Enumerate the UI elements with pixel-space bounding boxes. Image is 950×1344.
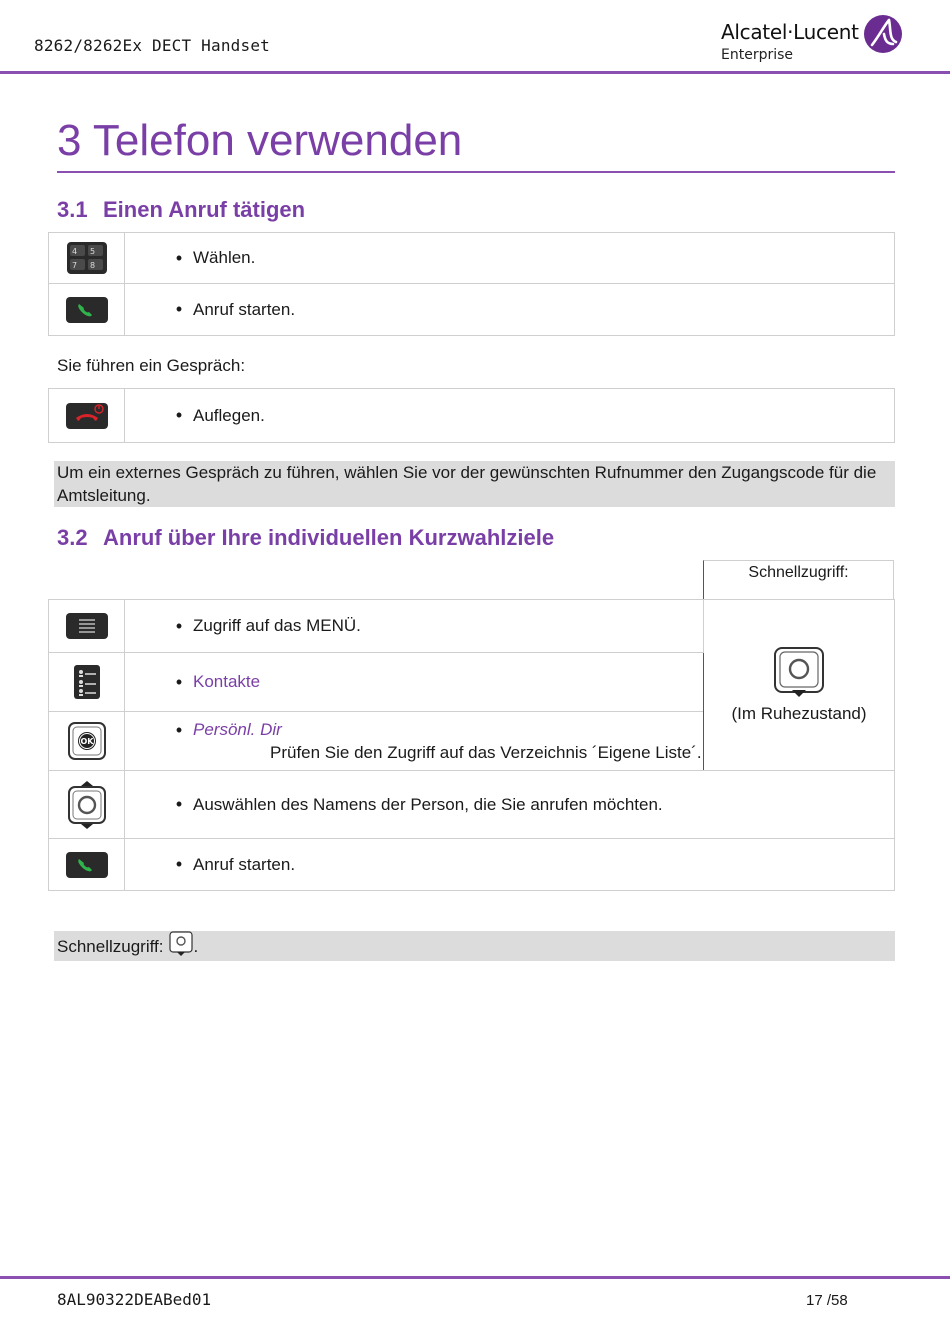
ok-icon <box>67 721 107 761</box>
step-text-cell: • Kontakte <box>125 653 704 712</box>
in-call-label: Sie führen ein Gespräch: <box>57 356 246 375</box>
step-icon-cell <box>49 600 125 653</box>
contacts-icon <box>73 664 101 700</box>
step-row <box>49 389 895 443</box>
step-text: Auflegen. <box>193 405 265 425</box>
step-text-cell: • Wählen. <box>125 233 895 284</box>
step-subtext: Prüfen Sie den Zugriff auf das Verzeichnis ´Eigene Liste´. <box>270 742 702 762</box>
note-box: Um ein externes Gespräch zu führen, wählen Sie vor der gewünschten Rufnummer den Zugangscode für die Amtsleitung. <box>54 461 895 507</box>
footer-rule <box>0 1276 950 1279</box>
svg-text:8: 8 <box>89 261 95 270</box>
svg-text:OK: OK <box>80 737 93 746</box>
step-icon-cell <box>49 284 125 336</box>
step-text: Zugriff auf das MENÜ. <box>193 616 361 635</box>
step-text-cell: • Anruf starten. <box>125 284 895 336</box>
svg-text:7: 7 <box>71 261 77 270</box>
step-text-cell: • Auflegen. <box>125 389 895 443</box>
alcatel-logo-icon <box>863 14 903 54</box>
chapter-rule <box>57 171 895 173</box>
step-icon-cell <box>49 839 125 891</box>
keypad-icon <box>66 241 108 275</box>
quick-access-note <box>54 931 895 961</box>
step-icon-cell <box>49 712 125 771</box>
step-text: Anruf starten. <box>193 854 296 874</box>
brand-sub: Enterprise <box>721 47 794 63</box>
steps-table-1 <box>48 232 895 336</box>
navigator-key-icon <box>773 646 825 698</box>
svg-text:5: 5 <box>89 247 95 256</box>
step-text: Wählen. <box>193 248 256 267</box>
steps-table-3 <box>48 599 895 891</box>
brand-name: Alcatel·Lucent <box>721 20 859 44</box>
step-text: Auswählen des Namens der Person, die Sie anrufen möchten. <box>193 794 663 814</box>
section-title: Einen Anruf tätigen <box>103 197 306 222</box>
document-reference: 8AL90322DEABed01 <box>57 1290 212 1309</box>
menu-icon <box>65 612 109 640</box>
quick-access-state: (Im Ruhezustand) <box>731 704 867 723</box>
page-number: 17 /58 <box>806 1292 848 1309</box>
quick-access-cell <box>704 600 895 771</box>
section-number: 3.1 <box>57 197 88 222</box>
step-icon-cell <box>49 233 125 284</box>
step-icon-cell <box>49 771 125 839</box>
step-text: Anruf starten. <box>193 299 296 319</box>
step-text: Persönl. Dir <box>193 720 282 739</box>
section-heading-3-2 <box>57 525 554 551</box>
step-row <box>49 600 895 653</box>
step-row <box>49 284 895 336</box>
section-number: 3.2 <box>57 525 88 550</box>
step-text-cell: • Persönl. Dir Prüfen Sie den Zugriff auf das Verzeichnis ´Eigene Liste´. <box>125 712 704 771</box>
note-suffix: . <box>193 937 199 956</box>
navigator-icon <box>67 781 107 829</box>
document-title: 8262/8262Ex DECT Handset <box>34 36 270 55</box>
call-icon <box>65 851 109 879</box>
step-text-cell: • Zugriff auf das MENÜ. <box>125 600 704 653</box>
step-text-cell: • Anruf starten. <box>125 839 895 891</box>
header-rule <box>0 71 950 74</box>
steps-table-2 <box>48 388 895 443</box>
note-label: Schnellzugriff: <box>57 937 164 956</box>
quick-access-header: Schnellzugriff: <box>703 560 894 600</box>
step-text: Kontakte <box>193 672 261 691</box>
chapter-title: 3 Telefon verwenden <box>57 116 463 165</box>
step-text-cell: • Auswählen des Namens der Person, die Sie anrufen möchten. <box>125 771 895 839</box>
hang-up-icon <box>65 402 109 430</box>
step-row <box>49 771 895 839</box>
step-icon-cell <box>49 389 125 443</box>
step-icon-cell <box>49 653 125 712</box>
navigator-key-small-icon <box>169 931 193 957</box>
section-title: Anruf über Ihre individuellen Kurzwahlziele <box>103 525 555 550</box>
svg-text:4: 4 <box>71 247 77 256</box>
step-row <box>49 233 895 284</box>
section-heading-3-1 <box>57 197 305 223</box>
step-row <box>49 839 895 891</box>
call-icon <box>65 296 109 324</box>
